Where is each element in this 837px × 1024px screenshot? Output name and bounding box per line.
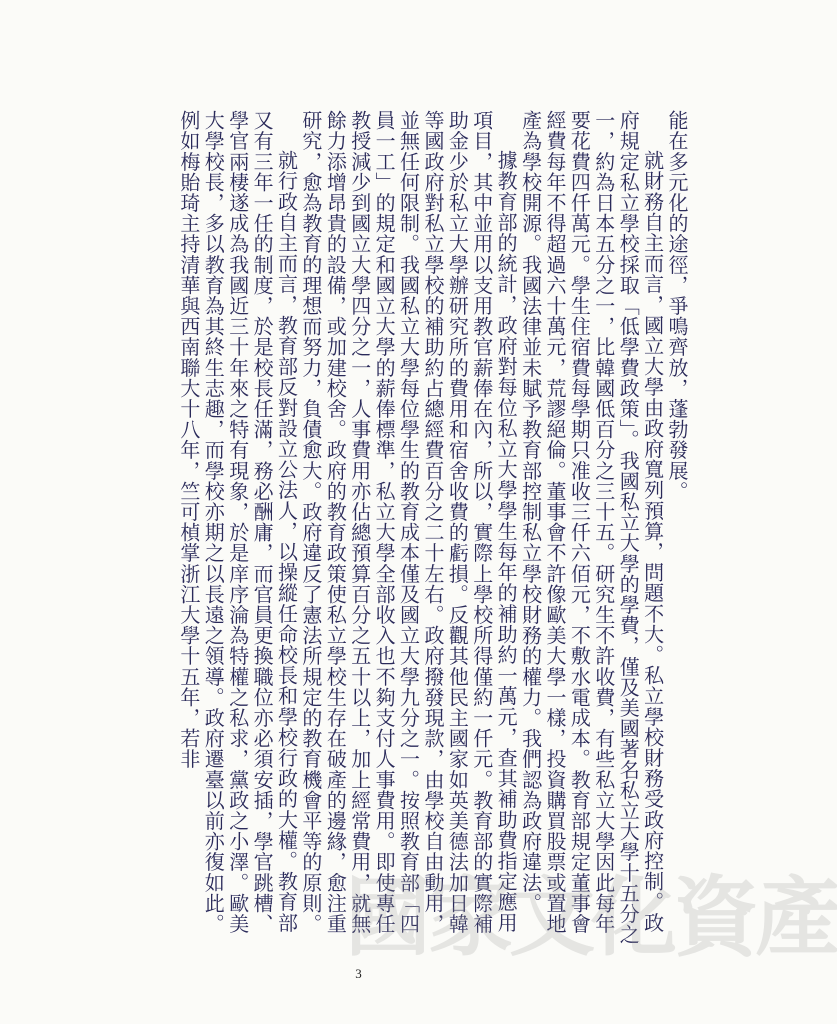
- paragraph-2: 就財務自主而言，國立大學由政府寬列預算，問題不大。私立學校財務受政府控制。政府規定私立學校採取「低學費政策」。我國私立大學的學費，僅及美國著名私立大學十五分之一，約為日本五分之一，比韓國低百分之三十五。研究生不許收費，有些私立大學因此每年要花費四仟萬元。學生住宿費每學期只准收三仟六佰元，不敷水電成本。教育部規定董事會經費每年不得超過六十萬元，荒謬絕倫。董事會不許像歐美大學一樣，投資購買股票或置地產為學校開源。我國法律並未賦予教育部控制私立學校財務的權力。我們認為政府違法。: [518, 110, 665, 945]
- vertical-text-body: [59, 110, 689, 950]
- archive-watermark: 國家文化資產: [345, 868, 837, 968]
- page-number: 3: [355, 966, 362, 981]
- paragraph-4: 就行政自主而言，教育部反對設立公法人，以操縱任命校長和學校行政的大權。教育部又有三年一任的制度，於是校長任滿，務必酬庸，而官員更換職位亦必須安插，學官跳槽、學官兩棲遂成為我國近三十年來之特有現象，於是庠序淪為特權之私求，黨政之小澤。歐美大學校長，多以教育為其終生志趣，而學校亦期之以長遠之領導。政府遷臺以前亦復如此。例如梅貽琦主持清華與西南聯大十八年，竺可楨掌浙江大學十五年，若非: [176, 110, 299, 934]
- paragraph-3: 據教育部的統計，政府對每位私立大學學生每年的補助約一萬元，查其補助費指定應用項目，其中並用以支用教官薪俸在內，所以，實際上學校所得僅約一仟元。教育部的實際補助金少於私立大學辦研究所的費用和宿舍收費的虧損。反觀其他民主國家如英美德法加日韓等國政府對私立學校的補助約占總經費百分之二十左右。政府撥發現款，由學校自由動用，並無任何限制。我國私立大學每位學生的教育成本僅及國立大學九分之一。按照教育部「四員一工」的規定和國立大學的薪俸標準，私立大學全部收入也不夠支付人事費用。即使專任教授減少到國立大學四分之一，人事費用亦佔總預算百分之五十以上，加上經常費用，就無餘力添增昂貴的設備，或加建校舍。政府的教育政策使私立學校生存在破產的邊緣，愈注重研究，愈為教育的理想而努力，負債愈大。政府違反了憲法所規定的教育機會平等的原則。: [298, 110, 519, 934]
- paragraph-1: 能在多元化的途徑，爭鳴齊放，蓬勃發展。: [665, 110, 689, 502]
